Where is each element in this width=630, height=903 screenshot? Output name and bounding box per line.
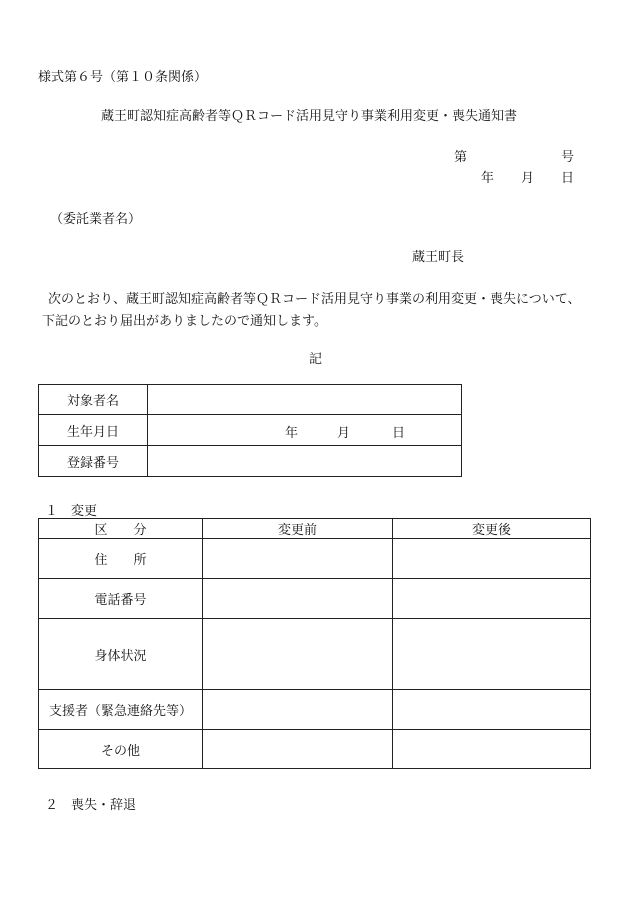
sender-name: 蔵王町長 (412, 250, 465, 265)
birthdate-year-label: 年 (285, 426, 299, 441)
physical-condition-label: 身体状況 (39, 619, 203, 690)
category-header: 区 分 (39, 519, 203, 539)
recipient-name: （委託業者名） (50, 212, 142, 227)
birthdate-label: 生年月日 (39, 415, 148, 446)
birthdate-day-label: 日 (392, 426, 406, 441)
before-change-header: 変更前 (203, 519, 393, 539)
phone-after-field[interactable] (393, 579, 591, 619)
physical-condition-before-field[interactable] (203, 619, 393, 690)
after-change-header: 変更後 (393, 519, 591, 539)
address-before-field[interactable] (203, 539, 393, 579)
section-2-heading: ２ 喪失・辞退 (45, 798, 137, 813)
section-1-heading: １ 変更 (45, 504, 98, 519)
doc-number-go: 号 (561, 150, 575, 165)
table-row (39, 579, 591, 619)
subject-name-label: 対象者名 (39, 385, 148, 415)
body-text-line-1: 次のとおり、蔵王町認知症高齢者等ＱＲコード活用見守り事業の利用変更・喪失について、 (48, 292, 581, 307)
supporter-label: 支援者（緊急連絡先等） (39, 690, 203, 730)
change-table (38, 518, 591, 769)
registration-number-field[interactable] (148, 446, 462, 477)
date-year-label: 年 (481, 171, 495, 186)
table-row (39, 415, 462, 446)
physical-condition-after-field[interactable] (393, 619, 591, 690)
table-row (39, 539, 591, 579)
address-after-field[interactable] (393, 539, 591, 579)
table-row (39, 690, 591, 730)
supporter-after-field[interactable] (393, 690, 591, 730)
date-day-label: 日 (561, 171, 575, 186)
other-after-field[interactable] (393, 730, 591, 769)
other-label: その他 (39, 730, 203, 769)
ki-marker: 記 (309, 352, 323, 367)
table-row (39, 730, 591, 769)
body-text-line-2: 下記のとおり届出がありましたので通知します。 (42, 314, 327, 329)
document-title: 蔵王町認知症高齢者等ＱＲコード活用見守り事業利用変更・喪失通知書 (101, 109, 518, 124)
other-before-field[interactable] (203, 730, 393, 769)
subject-name-field[interactable] (148, 385, 462, 415)
table-row (39, 385, 462, 415)
registration-number-label: 登録番号 (39, 446, 148, 477)
birthdate-month-label: 月 (337, 426, 351, 441)
table-header-row (39, 519, 591, 539)
doc-number-dai: 第 (454, 150, 468, 165)
form-number: 様式第６号（第１０条関係） (38, 70, 208, 85)
subject-info-table (38, 384, 462, 477)
address-label: 住 所 (39, 539, 203, 579)
date-month-label: 月 (521, 171, 535, 186)
table-row (39, 446, 462, 477)
table-row (39, 619, 591, 690)
phone-number-label: 電話番号 (39, 579, 203, 619)
birthdate-field[interactable] (148, 415, 462, 446)
supporter-before-field[interactable] (203, 690, 393, 730)
phone-before-field[interactable] (203, 579, 393, 619)
